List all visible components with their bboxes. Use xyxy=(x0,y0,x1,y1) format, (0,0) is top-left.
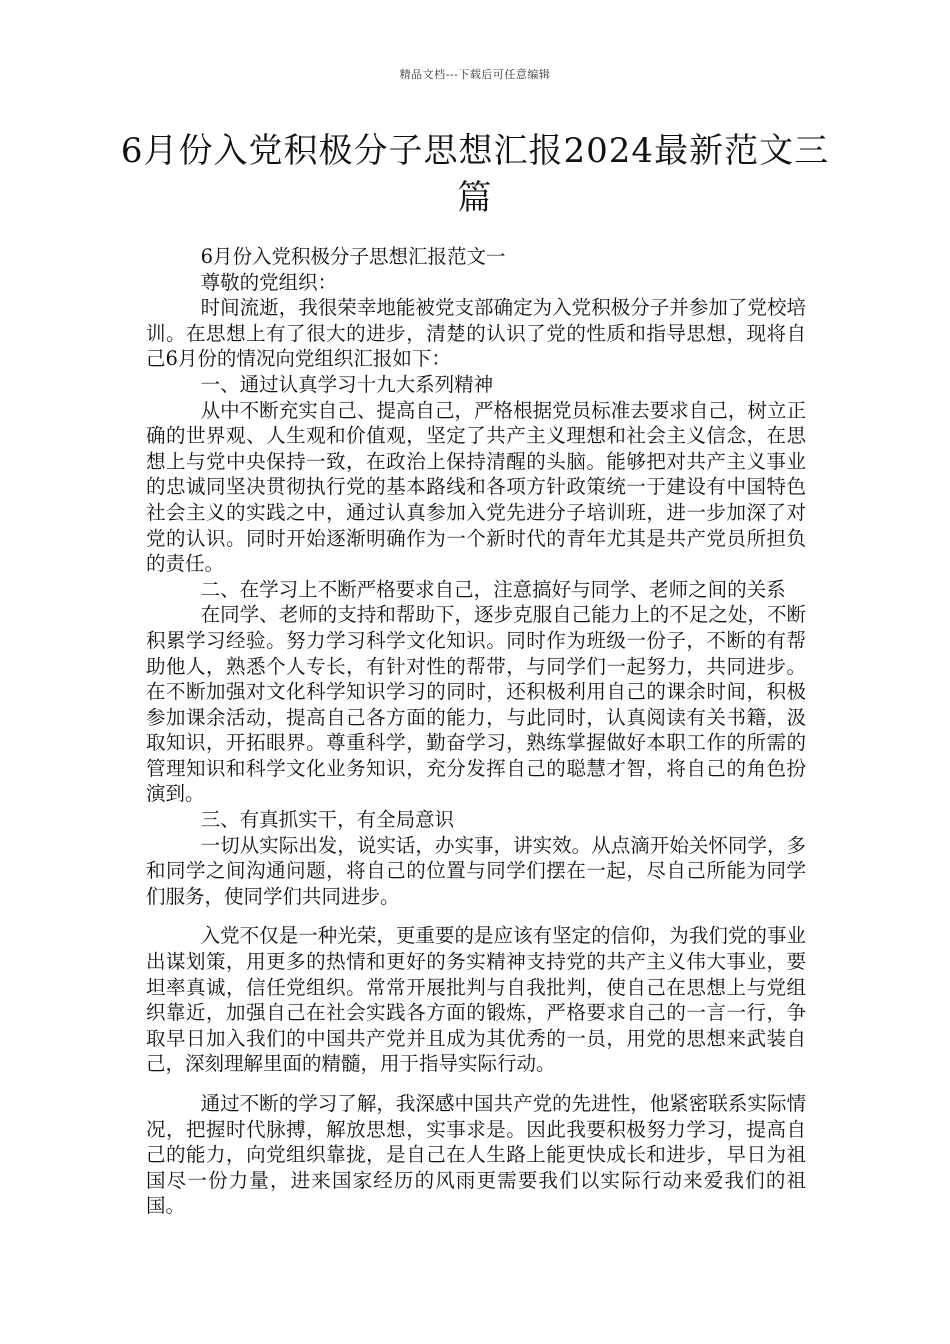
body-paragraph: 在同学、老师的支持和帮助下，逐步克服自己能力上的不足之处，不断积累学习经验。努力学习科学文化知识。同时作为班级一份子，不断的有帮助他人，熟悉个人专长，有针对性的帮带，与同学们一起努力，共同进步。在不断加强对文化科学知识学习的同时，还积极利用自己的课余时间，积极参加课余活动，提高自己各方面的能力，与此同时，认真阅读有关书籍，汲取知识，开拓眼界。尊重科学，勤奋学习，熟练掌握做好本职工作的所需的管理知识和科学文化业务知识，充分发挥自己的聪慧才智，将自己的角色扮演到。 xyxy=(146,603,806,806)
section-heading-1: 一、通过认真学习十九大系列精神 xyxy=(200,372,494,396)
subtitle-paragraph: 6月份入党积极分子思想汇报范文一 xyxy=(200,245,506,268)
section-heading-3: 三、有真抓实干，有全局意识 xyxy=(200,808,455,832)
section-heading-2: 二、在学习上不断严格要求自己，注意搞好与同学、老师之间的关系 xyxy=(200,577,786,601)
document-title: 6月份入党积极分子思想汇报2024最新范文三篇 xyxy=(120,131,830,218)
body-paragraph: 一切从实际出发，说实话，办实事，讲实效。从点滴开始关怀同学，多和同学之间沟通问题，将自己的位置与同学们摆在一起，尽自己所能为同学们服务，使同学们共同进步。 xyxy=(146,833,806,908)
body-paragraph: 从中不断充实自己、提高自己，严格根据党员标准去要求自己，树立正确的世界观、人生观和价值观，坚定了共产主义理想和社会主义信念，在思想上与党中央保持一致，在政治上保持清醒的头脑。能够把对共产主义事业的忠诚同坚决贯彻执行党的基本路线和各项方针政策统一于建设有中国特色社会主义的实践之中，通过认真参加入党先进分子培训班，进一步加深了对党的认识。同时开始逐渐明确作为一个新时代的青年尤其是共产党员所担负的责任。 xyxy=(146,398,806,576)
body-paragraph: 入党不仅是一种光荣，更重要的是应该有坚定的信仰，为我们党的事业出谋划策，用更多的热情和更好的务实精神支持党的共产主义伟大事业，要坦率真诚，信任党组织。常常开展批判与自我批判，使自己在思想上与党组织靠近，加强自己在社会实践各方面的锻炼，严格要求自己的一言一行，争取早日加入我们的中国共产党并且成为其优秀的一员，用党的思想来武装自己，深刻理解里面的精髓，用于指导实际行动。 xyxy=(146,924,806,1076)
body-paragraph: 通过不断的学习了解，我深感中国共产党的先进性，他紧密联系实际情况，把握时代脉搏，解放思想，实事求是。因此我要积极努力学习，提高自己的能力，向党组织靠拢，是自己在人生路上能更快成长和进步，早日为祖国尽一份力量，进来国家经历的风雨更需要我们以实际行动来爱我们的祖国。 xyxy=(146,1092,806,1218)
salutation-paragraph: 尊敬的党组织： xyxy=(200,270,338,294)
page-header: 精品文档---下载后可任意编辑 xyxy=(399,68,551,81)
intro-paragraph: 时间流逝，我很荣幸地能被党支部确定为入党积极分子并参加了党校培训。在思想上有了很大的进步，清楚的认识了党的性质和指导思想，现将自己6月份的情况向党组织汇报如下： xyxy=(146,296,806,371)
document-body xyxy=(146,244,806,1219)
